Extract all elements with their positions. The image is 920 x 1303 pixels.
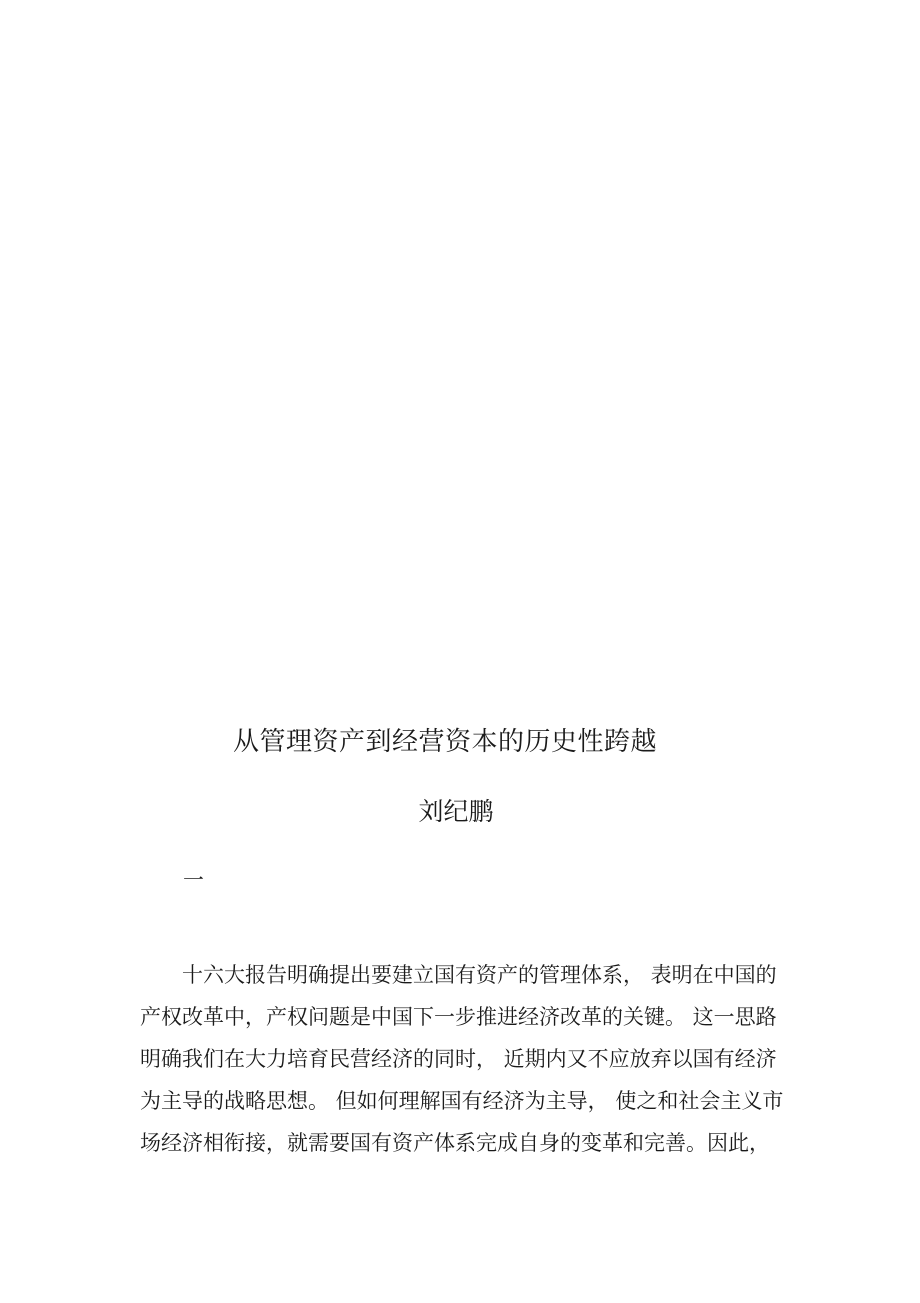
paragraph-line: 产权改革中，产权问题是中国下一步推进经济改革的关键。 这一思路 <box>140 1005 777 1029</box>
paragraph-line: 十六大报告明确提出要建立国有资产的管理体系， 表明在中国的 <box>182 963 777 987</box>
document-author: 刘纪鹏 <box>418 797 494 826</box>
document-title: 从管理资产到经营资本的历史性跨越 <box>232 727 657 757</box>
section-marker: 一 <box>183 868 204 892</box>
paragraph-line: 明确我们在大力培育民营经济的同时， 近期内又不应放弃以国有经济 <box>140 1047 777 1071</box>
paragraph-line: 为主导的战略思想。 但如何理解国有经济为主导， 使之和社会主义市 <box>140 1089 784 1113</box>
body-paragraph <box>140 954 784 1164</box>
paragraph-line: 场经济相衔接，就需要国有资产体系完成自身的变革和完善。因此， <box>140 1131 770 1155</box>
